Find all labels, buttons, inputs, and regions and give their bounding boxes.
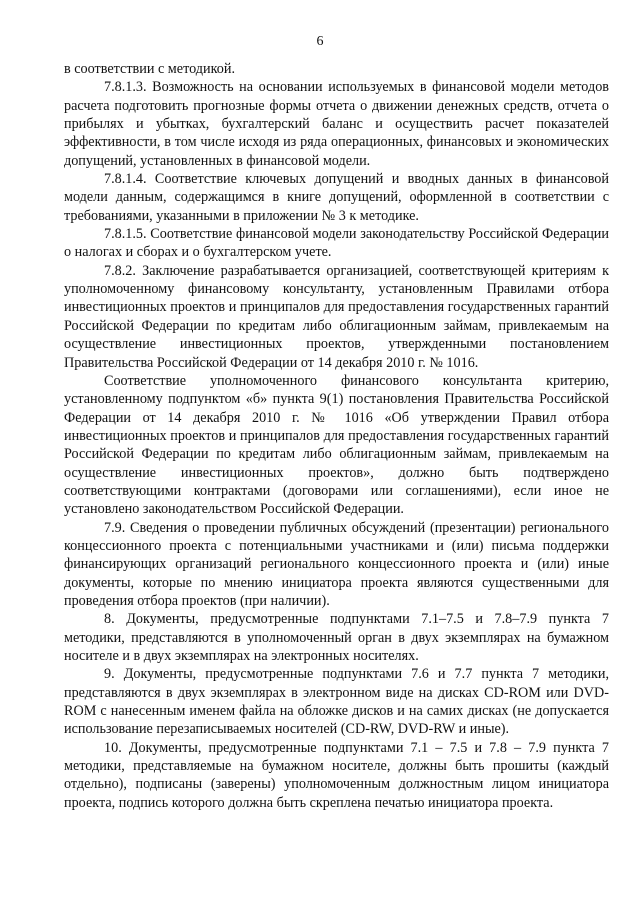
paragraph-7-8-1-4: 7.8.1.4. Соответствие ключевых допущений и вводных данных в финансовой модели данным, содержащимся в книге допущений, оформленной в соответствии с требованиями, указанными в приложении № 3 к методике. (64, 171, 609, 224)
paragraph-8: 8. Документы, предусмотренные подпунктами 7.1–7.5 и 7.8–7.9 пункта 7 методики, представляются в уполномоченный орган в двух экземплярах на бумажном носителе и в двух экземплярах на электронных носителях. (64, 611, 609, 664)
paragraph-consultant-criterion: Соответствие уполномоченного финансового консультанта критерию, установленному подпунктом «б» пункта 9(1) постановления Правительства Российской Федерации от 14 декабря 2010 г. № 1016 «Об утверждении Правил отбора инвестиционных проектов и принципалов для предоставления государственных гарантий Российской Федерации по кредитам либо облигационным займам, привлекаемым на осуществление инвестиционных проектов», должно быть подтверждено соответствующими контрактами (договорами или соглашениями), если иное не установлено законодательством Российской Федерации. (64, 372, 609, 518)
page-number: 6 (316, 34, 324, 49)
paragraph-7-8-1-3: 7.8.1.3. Возможность на основании используемых в финансовой модели методов расчета подготовить прогнозные формы отчета о движении денежных средств, отчета о прибылях и убытках, бухгалтерский баланс и осуществить расчет показателей эффективности, в том числе исходя из ряда операционных, финансовых и экономических допущений, установленных в финансовой модели. (64, 79, 609, 169)
paragraph-7-8-2: 7.8.2. Заключение разрабатывается организацией, соответствующей критериям к уполномоченному финансовому консультанту, установленным Правилами отбора инвестиционных проектов и принципалов для предоставления государственных гарантий Российской Федерации по кредитам либо облигационным займам, привлекаемым на осуществление инвестиционных проектов, утвержденными постановлением Правительства Российской Федерации от 14 декабря 2010 г. № 1016. (64, 262, 609, 371)
paragraph-continuation: в соответствии с методикой. (64, 61, 235, 77)
document-body (64, 60, 609, 812)
paragraph-10: 10. Документы, предусмотренные подпунктами 7.1 – 7.5 и 7.8 – 7.9 пункта 7 методики, представляемые на бумажном носителе, должны быть прошиты (каждый отдельно), подписаны (заверены) уполномоченным должностным лицом инициатора проекта, подпись которого должна быть скреплена печатью инициатора проекта. (64, 739, 609, 811)
paragraph-9: 9. Документы, предусмотренные подпунктами 7.6 и 7.7 пункта 7 методики, представляются в двух экземплярах в электронном виде на дисках CD-ROM или DVD-ROM с нанесенным именем файла на обложке дисков и на самих дисках (не допускается использование перезаписываемых носителей (CD-RW, DVD-RW и иные). (64, 666, 609, 738)
paragraph-7-8-1-5: 7.8.1.5. Соответствие финансовой модели законодательству Российской Федерации о налогах и сборах и о бухгалтерском учете. (64, 226, 609, 261)
paragraph-7-9: 7.9. Сведения о проведении публичных обсуждений (презентации) регионального концессионного проекта с потенциальными участниками и (или) письма поддержки финансирующих организаций регионального концессионного проекта и (или) иные документы, которые по мнению инициатора проекта являются существенными для проведения отбора проектов (при наличии). (64, 519, 609, 609)
